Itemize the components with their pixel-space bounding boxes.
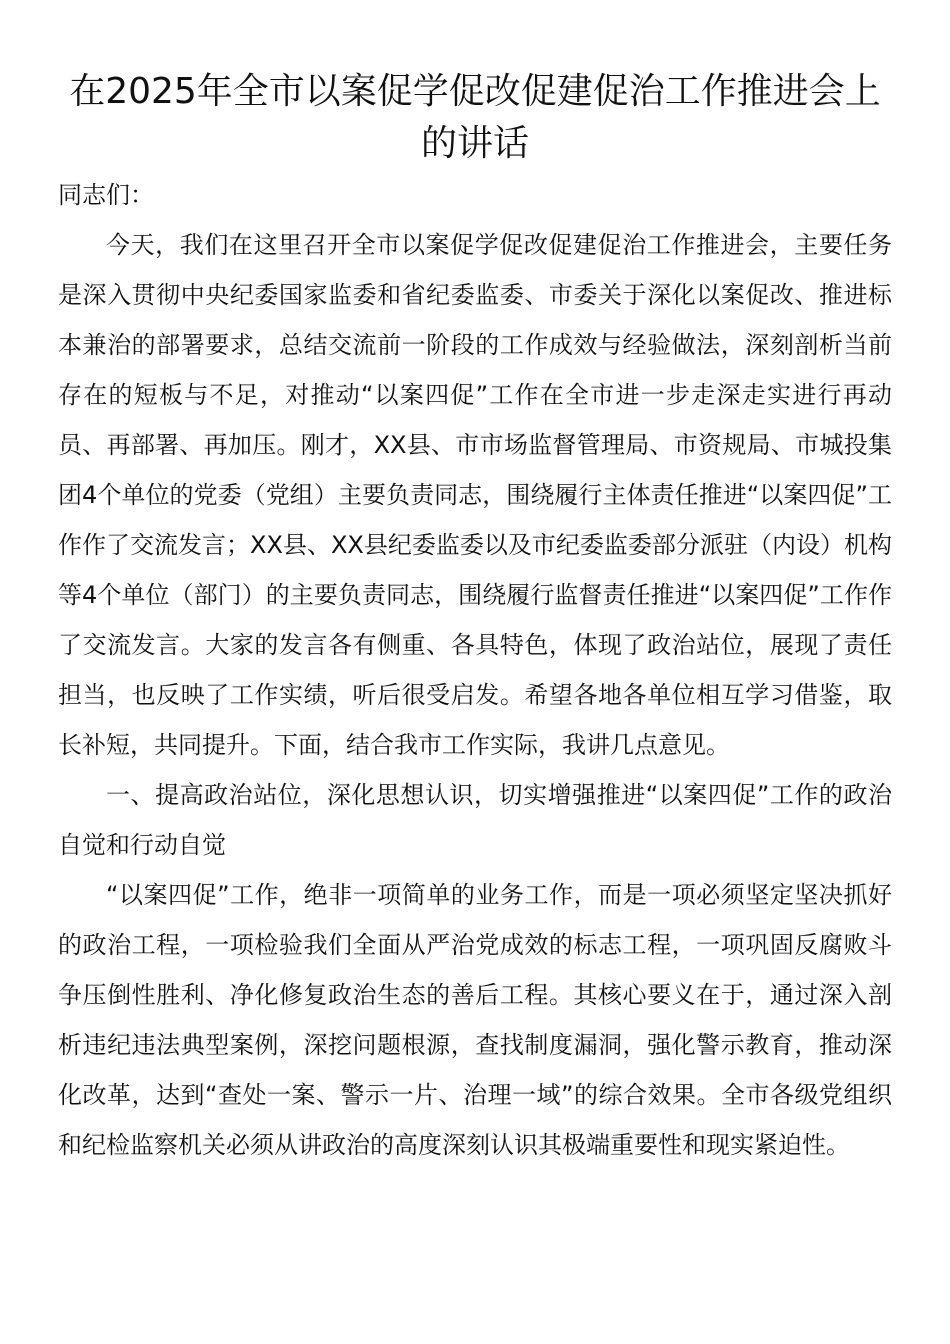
salutation: 同志们： [58,181,154,209]
section-heading-1: 一、提高政治站位，深化思想认识，切实增强推进“以案四促”工作的政治自觉和行动自觉 [58,781,892,859]
section-1-paragraph: “以案四促”工作，绝非一项简单的业务工作，而是一项必须坚定坚决抓好的政治工程，一项检验我们全面从严治党成效的标志工程，一项巩固反腐败斗争压倒性胜利、净化修复政治生态的善后工程。其核心要义在于，通过深入剖析违纪违法典型案例，深挖问题根源，查找制度漏洞，强化警示教育，推动深化改革，达到“查处一案、警示一片、治理一域”的综合效果。全市各级党组织和纪检监察机关必须从讲政治的高度深刻认识其极端重要性和现实紧迫性。 [58,881,892,1159]
opening-paragraph: 今天，我们在这里召开全市以案促学促改促建促治工作推进会，主要任务是深入贯彻中央纪委国家监委和省纪委监委、市委关于深化以案促改、推进标本兼治的部署要求，总结交流前一阶段的工作成效与经验做法，深刻剖析当前存在的短板与不足，对推动“以案四促”工作在全市进一步走深走实进行再动员、再部署、再加压。刚才，XX县、市市场监督管理局、市资规局、市城投集团4个单位的党委（党组）主要负责同志，围绕履行主体责任推进“以案四促”工作作了交流发言；XX县、XX县纪委监委以及市纪委监委部分派驻（内设）机构等4个单位（部门）的主要负责同志，围绕履行监督责任推进“以案四促”工作作了交流发言。大家的发言各有侧重、各具特色，体现了政治站位，展现了责任担当，也反映了工作实绩，听后很受启发。希望各地各单位相互学习借鉴，取长补短，共同提升。下面，结合我市工作实际，我讲几点意见。 [58,231,892,759]
document-title: 在2025年全市以案促学促改促建促治工作推进会上的讲话 [69,71,881,164]
